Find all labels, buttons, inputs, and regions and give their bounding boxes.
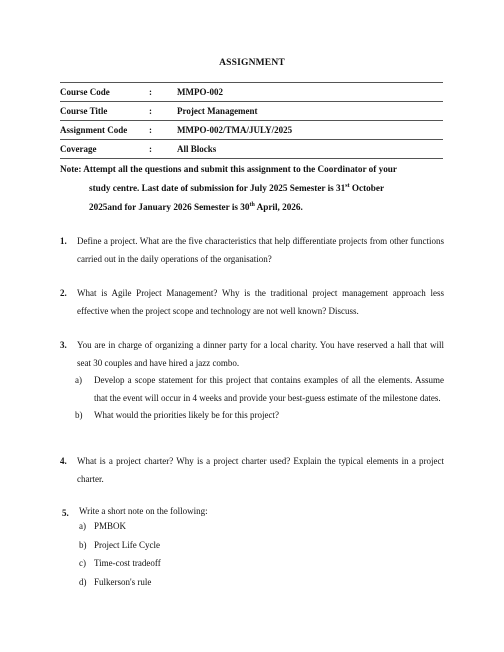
sub-question-d [60,573,444,592]
assignment-code-label: Assignment Code [60,125,128,135]
sub-question-letter: a) [75,375,82,385]
note-line-3: 2025and for January 2026 Semester is 30th April, 2026. [89,202,303,212]
sub-question-text: Develop a scope statement for this project that contains examples of all the elements. Assume that the event will occur in 4 weeks and provide your best-guess estimate of the milestone dates. [94,375,444,403]
course-details-table [60,82,443,159]
course-title-label: Course Title [60,106,108,116]
sub-question-text: What would the priorities likely be for this project? [94,410,279,420]
sub-question-b [60,407,444,425]
sub-question-letter: c) [79,558,86,568]
course-title-value: Project Management [177,106,258,116]
sub-question-text: Fulkerson's rule [94,576,152,587]
course-code-label: Course Code [60,87,110,97]
question-text: What is Agile Project Management? Why is the traditional project management approach less effective when the project scope and technology are not well known? Discuss. [77,288,444,316]
separator: : [149,106,152,116]
sub-question-a [60,517,444,536]
note-line-2: study centre. Last date of submission for July 2025 Semester is 31st October [89,183,385,193]
question-number: 3. [60,340,67,350]
separator: : [149,125,152,135]
coverage-value: All Blocks [177,144,217,154]
question-text: You are in charge of organizing a dinner party for a local charity. You have reserved a hall that will seat 30 couples and have hired a jazz combo. [77,340,444,368]
question-text: Define a project. What are the five characteristics that help differentiate projects from other functions carried out in the daily operations of the organisation? [77,236,444,264]
coverage-label: Coverage [60,144,97,154]
separator: : [149,87,152,97]
sub-question-text: Project Life Cycle [94,539,160,550]
question-number: 2. [60,288,67,298]
course-code-row [60,83,443,102]
sub-question-text: Time-cost tradeoff [94,558,161,568]
course-title-row [60,102,443,121]
question-5 [60,505,444,591]
sub-question-b [60,536,444,555]
question-3 [60,337,444,425]
question-2 [60,285,444,320]
question-4 [60,453,444,488]
separator: : [149,144,152,154]
sub-question-c [60,554,444,573]
question-1 [60,233,444,268]
assignment-title: ASSIGNMENT [219,58,285,68]
assignment-code-value: MMPO-002/TMA/JULY/2025 [177,125,293,135]
question-text: Write a short note on the following: [79,506,208,516]
sub-question-letter: b) [75,410,83,420]
course-code-value: MMPO-002 [177,87,223,97]
question-number: 5. [62,508,69,518]
sub-question-letter: d) [79,576,87,587]
coverage-row [60,140,443,158]
sub-question-letter: b) [79,539,87,550]
note-line-1: Note: Attempt all the questions and submit this assignment to the Coordinator of your [60,164,397,174]
sub-question-text: PMBOK [94,521,127,531]
sub-question-letter: a) [79,521,86,531]
question-text: What is a project charter? Why is a project charter used? Explain the typical elements in a project charter. [77,456,444,484]
submission-note [60,160,444,217]
question-number: 4. [60,456,67,466]
assignment-code-row [60,121,443,140]
question-number: 1. [60,236,67,246]
sub-question-a [60,372,444,407]
